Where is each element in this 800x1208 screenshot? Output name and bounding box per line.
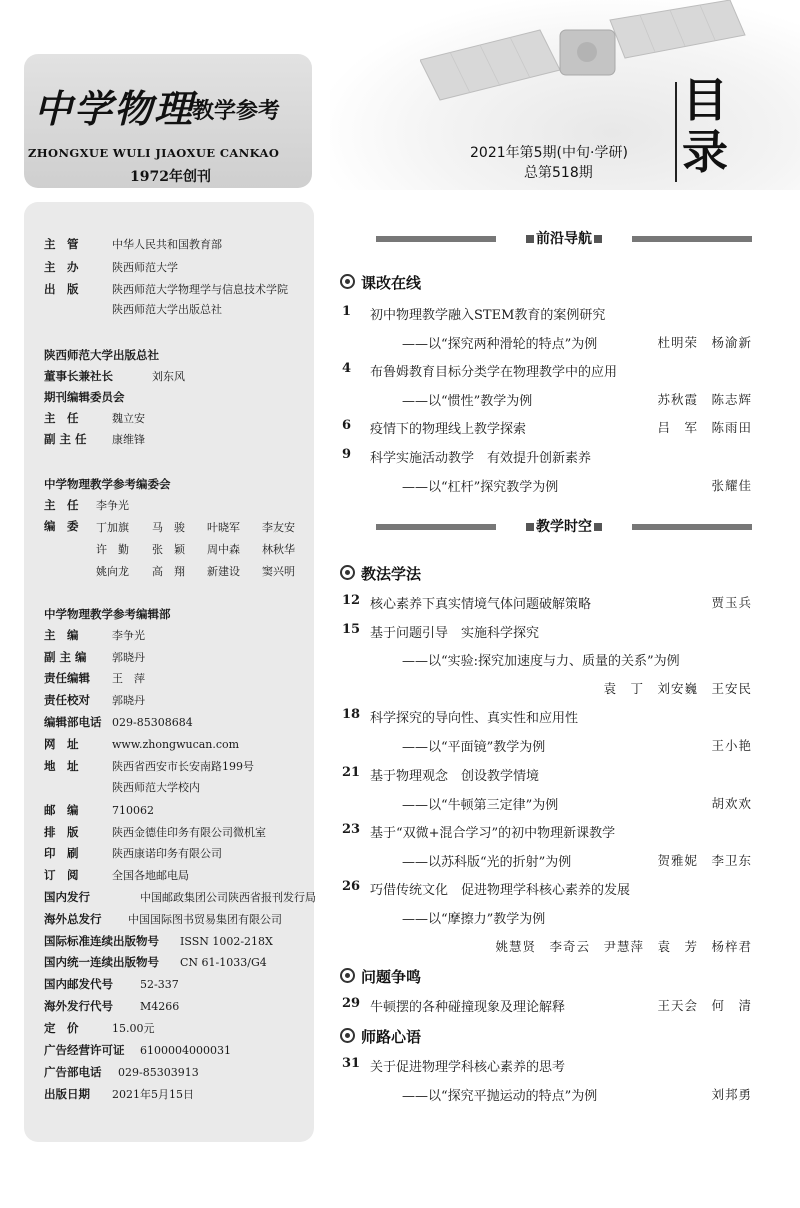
masthead-key: 主 任 <box>44 498 79 512</box>
masthead-row <box>44 1021 155 1036</box>
article-page-number[interactable]: 29 <box>342 996 361 1011</box>
article-authors: 吕 军 陈雨田 <box>657 420 752 435</box>
masthead-key: 出 版 <box>44 282 79 296</box>
square-icon <box>526 235 534 243</box>
bullet-circle-icon <box>340 1028 355 1043</box>
masthead-row <box>44 781 200 795</box>
article-title[interactable]: 核心素养下真实情境气体问题破解策略 <box>370 597 592 612</box>
masthead-key: 国际标准连续出版物号 <box>44 934 159 948</box>
masthead-value: 中国邮政集团公司陕西省报刊发行局 <box>140 891 316 904</box>
masthead-value: 中国国际图书贸易集团有限公司 <box>128 913 282 926</box>
committee-member: 新建设 <box>207 565 240 578</box>
masthead-value: 李争光 <box>112 629 145 642</box>
article-authors: 贾玉兵 <box>711 595 752 610</box>
article-subtitle: ——以“探究平抛运动的特点”为例 <box>402 1089 598 1104</box>
committee-member: 李友安 <box>262 521 295 534</box>
masthead-row <box>44 432 145 447</box>
masthead-value: ISSN 1002-218X <box>180 935 273 948</box>
masthead-row <box>44 369 185 384</box>
masthead-row <box>44 737 239 752</box>
article-page-number[interactable]: 21 <box>342 765 361 780</box>
press-heading: 陕西师范大学出版总社 <box>44 348 159 362</box>
masthead-row <box>44 868 189 883</box>
masthead-row <box>44 390 152 405</box>
band-title: 教学时空 <box>536 519 592 535</box>
masthead-key: 地 址 <box>44 759 79 773</box>
masthead-row <box>44 411 145 426</box>
committee-member: 张 颖 <box>152 543 185 556</box>
article-page-number[interactable]: 31 <box>342 1056 361 1071</box>
masthead-key: 定 价 <box>44 1021 79 1035</box>
section-title: 问题争鸣 <box>361 968 422 986</box>
masthead-value: 陕西师范大学校内 <box>112 781 200 794</box>
article-subtitle: ——以苏科版“光的折射”为例 <box>402 855 572 870</box>
bullet-circle-icon <box>340 274 355 289</box>
article-authors: 刘邦勇 <box>711 1087 752 1102</box>
masthead-value: 2021年5月15日 <box>112 1088 194 1101</box>
committee-member: 林秋华 <box>262 543 295 556</box>
article-authors: 胡欢欢 <box>711 796 752 811</box>
logo-title: 中学物理 <box>34 86 195 131</box>
article-page-number[interactable]: 9 <box>342 447 352 462</box>
masthead-value: 王 萍 <box>112 672 145 685</box>
masthead-row <box>44 1043 231 1058</box>
masthead-key: 期刊编辑委员会 <box>44 390 125 404</box>
masthead-value: 李争光 <box>96 499 129 512</box>
article-page-number[interactable]: 4 <box>342 361 352 376</box>
masthead-row <box>44 303 222 317</box>
masthead-value: 6100004000031 <box>140 1044 231 1057</box>
masthead-key: 编 委 <box>44 519 79 533</box>
masthead-value: M4266 <box>140 1000 180 1013</box>
section-band <box>376 232 752 246</box>
total-issue-number: 总第518期 <box>524 165 593 181</box>
logo-pinyin: ZHONGXUE WULI JIAOXUE CANKAO <box>28 146 280 160</box>
article-authors: 苏秋霞 陈志辉 <box>657 392 752 407</box>
article-authors: 王天会 何 清 <box>657 998 752 1013</box>
section-heading <box>340 966 421 987</box>
masthead-row <box>44 519 96 534</box>
masthead-row <box>44 715 193 730</box>
masthead-key: 订 阅 <box>44 868 79 882</box>
masthead-value: 710062 <box>112 804 154 817</box>
band-title-box <box>518 519 610 535</box>
section-title: 课改在线 <box>361 274 422 292</box>
masthead-key: 董事长兼社长 <box>44 369 113 383</box>
committee-member: 姚向龙 <box>96 565 129 578</box>
masthead-value: 陕西师范大学 <box>112 261 178 274</box>
masthead-row <box>44 890 316 905</box>
logo-subtitle: 教学参考 <box>192 99 281 124</box>
committee-member: 窦兴明 <box>262 565 295 578</box>
article-subtitle: ——以“平面镜”教学为例 <box>402 740 546 755</box>
masthead-value: www.zhongwucan.com <box>112 738 240 751</box>
band-title-wrap <box>376 516 752 536</box>
article-title[interactable]: 基于问题引导 实施科学探究 <box>370 626 540 641</box>
masthead-value: 15.00元 <box>112 1022 155 1035</box>
masthead-key: 出版日期 <box>44 1087 90 1101</box>
masthead-row <box>44 1087 194 1102</box>
article-authors: 王小艳 <box>711 738 752 753</box>
article-subtitle: ——以“摩擦力”教学为例 <box>402 912 546 927</box>
toc-divider <box>675 82 677 182</box>
toc-label-char: 目 <box>682 73 728 127</box>
masthead-value: 郭晓丹 <box>112 651 145 664</box>
section-title: 教法学法 <box>361 565 422 583</box>
masthead-row <box>44 934 273 949</box>
square-icon <box>594 523 602 531</box>
bullet-circle-icon <box>340 968 355 983</box>
masthead-key: 责任校对 <box>44 693 90 707</box>
article-title[interactable]: 基于“双微+混合学习”的初中物理新课教学 <box>370 826 616 841</box>
article-title[interactable]: 基于物理观念 创设教学情境 <box>370 769 540 784</box>
toc-label <box>682 74 736 178</box>
article-title[interactable]: 布鲁姆教育目标分类学在物理教学中的应用 <box>370 365 618 380</box>
article-subtitle: ——以“探究两种滑轮的特点”为例 <box>402 337 598 352</box>
section-band <box>376 520 752 534</box>
masthead-row <box>44 628 145 643</box>
article-authors: 张耀佳 <box>711 478 752 493</box>
masthead-value: 全国各地邮电局 <box>112 869 189 882</box>
masthead-key: 海外发行代号 <box>44 999 113 1013</box>
committee-heading: 中学物理教学参考编委会 <box>44 477 171 491</box>
article-page-number[interactable]: 12 <box>342 593 361 608</box>
masthead-row <box>44 803 154 818</box>
masthead-value: 52-337 <box>140 978 179 991</box>
masthead-row <box>44 260 178 275</box>
masthead-key: 排 版 <box>44 825 79 839</box>
masthead-row <box>44 999 179 1014</box>
article-title[interactable]: 关于促进物理学科核心素养的思考 <box>370 1060 566 1075</box>
masthead-value: 刘东风 <box>152 370 185 383</box>
article-page-number[interactable]: 26 <box>342 879 361 894</box>
masthead-row <box>44 977 179 992</box>
masthead-row <box>44 759 254 774</box>
masthead-row <box>44 671 145 686</box>
article-authors: 贺雅妮 李卫东 <box>657 853 752 868</box>
committee-member: 周中森 <box>207 543 240 556</box>
section-heading <box>340 272 421 293</box>
masthead-row <box>44 282 288 297</box>
article-title[interactable]: 科学实施活动教学 有效提升创新素养 <box>370 451 592 466</box>
article-title[interactable]: 科学探究的导向性、真实性和应用性 <box>370 711 579 726</box>
masthead-row <box>44 650 145 665</box>
article-title[interactable]: 初中物理教学融入STEM教育的案例研究 <box>370 308 606 323</box>
masthead-value: 陕西师范大学物理学与信息技术学院 <box>112 283 288 296</box>
article-subtitle: ——以“实验:探究加速度与力、质量的关系”为例 <box>402 654 680 669</box>
masthead-row <box>44 846 222 861</box>
masthead-value: 郭晓丹 <box>112 694 145 707</box>
masthead-key: 印 刷 <box>44 846 79 860</box>
masthead-key: 主 任 <box>44 411 79 425</box>
masthead-value: 陕西省西安市长安南路199号 <box>112 760 254 773</box>
committee-member: 高 翔 <box>152 565 185 578</box>
masthead-row <box>44 237 222 252</box>
masthead-row <box>44 912 282 927</box>
masthead-key: 副 主 编 <box>44 650 87 664</box>
masthead-value: CN 61-1033/G4 <box>180 956 267 969</box>
masthead-value: 康维锋 <box>112 433 145 446</box>
masthead-key: 主 编 <box>44 628 79 642</box>
square-icon <box>594 235 602 243</box>
band-title-box <box>518 231 610 247</box>
masthead-value: 029-85308684 <box>112 716 193 729</box>
article-authors: 杜明荣 杨渝新 <box>657 335 752 350</box>
bullet-circle-icon <box>340 565 355 580</box>
founded-year: 1972年创刊 <box>130 169 211 185</box>
issue-number: 2021年第5期(中旬·学研) <box>470 145 628 161</box>
masthead-key: 广告部电话 <box>44 1065 102 1079</box>
masthead-key: 编辑部电话 <box>44 715 102 729</box>
article-title[interactable]: 牛顿摆的各种碰撞现象及理论解释 <box>370 1000 566 1015</box>
masthead-row <box>44 955 267 970</box>
masthead-key: 国内邮发代号 <box>44 977 113 991</box>
masthead-key: 国内发行 <box>44 890 90 904</box>
masthead-key: 邮 编 <box>44 803 79 817</box>
masthead-value: 029-85303913 <box>118 1066 199 1079</box>
band-title-wrap <box>376 228 752 248</box>
masthead-value: 魏立安 <box>112 412 145 425</box>
masthead-value: 中华人民共和国教育部 <box>112 238 222 251</box>
masthead-value: 陕西金德佳印务有限公司微机室 <box>112 826 266 839</box>
article-title[interactable]: 疫情下的物理线上教学探索 <box>370 422 527 437</box>
masthead-row <box>44 693 145 708</box>
committee-member: 许 勤 <box>96 543 129 556</box>
article-page-number[interactable]: 18 <box>342 707 361 722</box>
masthead-key: 责任编辑 <box>44 671 90 685</box>
committee-member: 马 骏 <box>152 521 185 534</box>
editorial-heading: 中学物理教学参考编辑部 <box>44 607 171 621</box>
masthead-key: 网 址 <box>44 737 79 751</box>
masthead-value: 陕西师范大学出版总社 <box>112 303 222 316</box>
band-title: 前沿导航 <box>536 231 592 247</box>
article-subtitle: ——以“杠杆”探究教学为例 <box>402 480 559 495</box>
masthead-key: 国内统一连续出版物号 <box>44 955 159 969</box>
masthead-key: 主 管 <box>44 237 79 251</box>
toc-label-char: 录 <box>682 125 728 179</box>
article-subtitle: ——以“牛顿第三定律”为例 <box>402 798 559 813</box>
square-icon <box>526 523 534 531</box>
masthead-key: 副 主 任 <box>44 432 87 446</box>
article-title[interactable]: 巧借传统文化 促进物理学科核心素养的发展 <box>370 883 631 898</box>
masthead-key: 广告经营许可证 <box>44 1043 125 1057</box>
section-title: 师路心语 <box>361 1028 422 1046</box>
section-heading <box>340 1026 421 1047</box>
committee-member: 丁加旗 <box>96 521 129 534</box>
article-subtitle: ——以“惯性”教学为例 <box>402 394 533 409</box>
masthead-row <box>44 498 129 513</box>
article-authors: 袁 丁 刘安巍 王安民 <box>603 681 752 696</box>
masthead-row <box>44 1065 199 1080</box>
committee-member: 叶晓军 <box>207 521 240 534</box>
section-heading <box>340 563 421 584</box>
article-authors: 姚慧贤 李奇云 尹慧萍 袁 芳 杨梓君 <box>495 939 752 954</box>
article-page-number[interactable]: 6 <box>342 418 352 433</box>
masthead-key: 海外总发行 <box>44 912 102 926</box>
masthead-value: 陕西康诺印务有限公司 <box>112 847 222 860</box>
article-page-number[interactable]: 15 <box>342 622 361 637</box>
masthead-key: 主 办 <box>44 260 79 274</box>
article-page-number[interactable]: 23 <box>342 822 361 837</box>
masthead-row <box>44 825 266 840</box>
article-page-number[interactable]: 1 <box>342 304 352 319</box>
